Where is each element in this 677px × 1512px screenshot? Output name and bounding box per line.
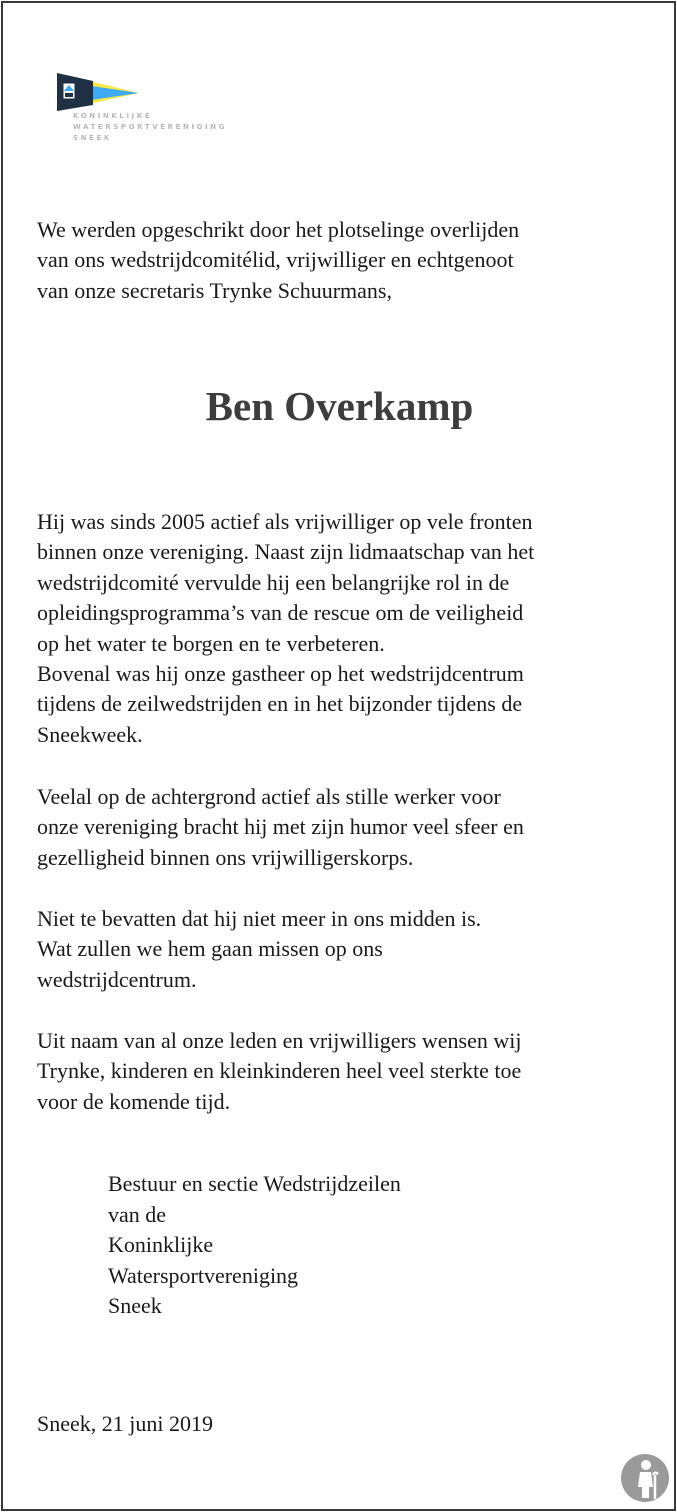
paragraph-condolences: [37, 1026, 521, 1117]
text-line: We werden opgeschrikt door het plotselinge overlijden: [37, 217, 520, 242]
text-line: Veelal op de achtergrond actief als stille werker voor: [37, 784, 501, 809]
text-line: voor de komende tijd.: [37, 1088, 231, 1114]
text-line: opleidingsprogramma’s van de rescue om de veiligheid: [37, 600, 524, 626]
club-logo: [53, 67, 227, 157]
intro-paragraph: [37, 215, 519, 306]
text-line: Uit naam van al onze leden en vrijwilligers wensen wij: [37, 1028, 522, 1053]
text-line: wedstrijdcentrum.: [37, 966, 197, 992]
person-with-cane-icon: [620, 1453, 670, 1503]
text-line: Sneekweek.: [37, 721, 143, 747]
text-line: gezelligheid binnen ons vrijwilligerskorps.: [37, 844, 414, 870]
text-line: op het water te borgen en te verbeteren.: [37, 630, 385, 656]
text-line: wedstrijdcomité vervulde hij een belangrijke rol in de: [37, 569, 510, 595]
text-line: van ons wedstrijdcomitélid, vrijwilliger en echtgenoot: [37, 247, 514, 273]
signature-line: Koninklijke: [108, 1232, 214, 1257]
deceased-name: Ben Overkamp: [205, 383, 474, 429]
paragraph-character: [37, 782, 524, 873]
logo-line: WATERSPORTVERENIGING: [73, 123, 227, 131]
club-logo-text: [73, 111, 227, 144]
obituary-card: [1, 1, 676, 1511]
paragraph-career: [37, 507, 534, 750]
logo-line: SNEEK: [73, 134, 112, 142]
signature-block: [108, 1169, 401, 1322]
text-line: Trynke, kinderen en kleinkinderen heel veel sterkte toe: [37, 1058, 522, 1084]
text-line: Hij was sinds 2005 actief als vrijwilliger op vele fronten: [37, 509, 533, 534]
logo-line: KONINKLIJKE: [73, 112, 153, 120]
text-line: van onze secretaris Trynke Schuurmans,: [37, 277, 392, 303]
signature-line: Sneek: [108, 1293, 162, 1318]
text-line: onze vereniging bracht hij met zijn humor veel sfeer en: [37, 814, 524, 840]
text-line: binnen onze vereniging. Naast zijn lidmaatschap van het: [37, 539, 535, 565]
text-line: tijdens de zeilwedstrijden en in het bijzonder tijdens de: [37, 691, 523, 717]
signature-line: Watersportvereniging: [108, 1262, 299, 1288]
signature-line: van de: [108, 1201, 167, 1227]
signature-line: Bestuur en sectie Wedstrijdzeilen: [108, 1171, 401, 1196]
text-line: Bovenal was hij onze gastheer op het wedstrijdcentrum: [37, 661, 524, 687]
place-date: Sneek, 21 juni 2019: [37, 1411, 213, 1436]
text-line: Wat zullen we hem gaan missen op ons: [37, 936, 383, 962]
pennant-flag-icon: [53, 67, 143, 111]
paragraph-missing: [37, 904, 481, 995]
text-line: Niet te bevatten dat hij niet meer in ons midden is.: [37, 906, 482, 931]
